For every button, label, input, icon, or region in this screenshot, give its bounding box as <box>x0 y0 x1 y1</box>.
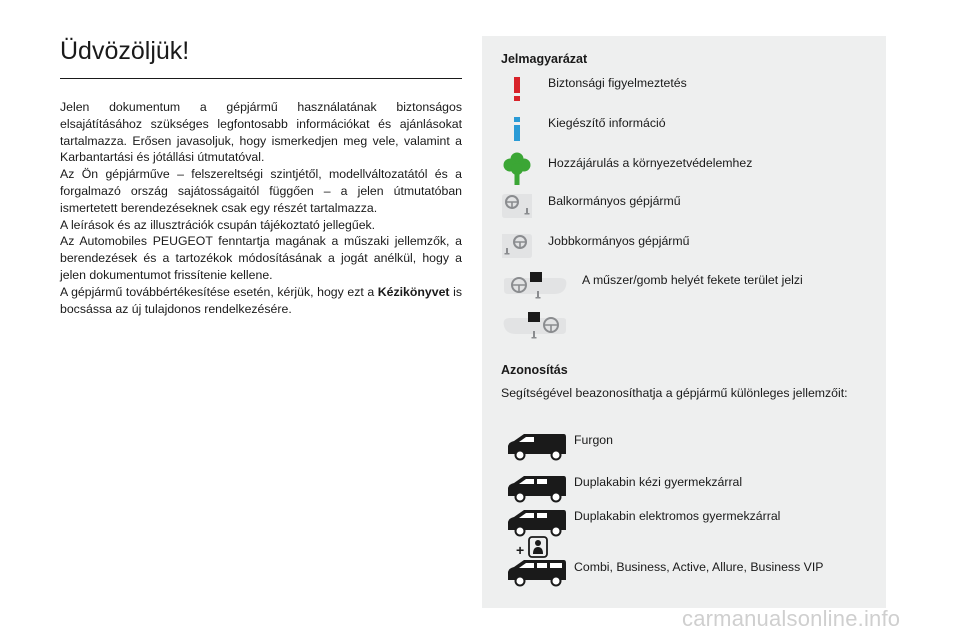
legend-item-warning <box>482 74 886 104</box>
vehicle-label: Duplakabin elektromos gyermekzárral <box>574 509 781 523</box>
vehicle-row-crew-manual <box>482 474 886 504</box>
illustration-note: A leírások és az illusztrációk csupán tájékoztató jellegűek. <box>60 217 376 232</box>
legend-title: Jelmagyarázat <box>501 52 588 66</box>
legend-item-lhd <box>482 192 886 222</box>
vehicle-label: Combi, Business, Active, Allure, Business VIP <box>574 560 824 574</box>
vehicle-row-combi <box>482 558 886 588</box>
watermark: carmanualsonline.info <box>682 606 901 631</box>
intro-paragraph: Jelen dokumentum a gépjármű használatának biztonságos elsajátításához szükséges legfontosabb információkat és ajánlásokat tartalmazza. Erősen javasoljuk, hogy ismerkedjen meg vele, valamint a Karbantartási és jótállási útmutatóval. <box>60 100 462 165</box>
van-icon <box>506 432 568 462</box>
exclamation-icon <box>510 76 524 102</box>
tree-icon <box>503 152 531 186</box>
info-icon <box>510 116 524 142</box>
child-lock-plus: + <box>516 542 525 558</box>
identification-title: Azonosítás <box>501 363 568 377</box>
vehicle-row-crew-electric <box>482 508 886 558</box>
manual-bold: Kézikönyvet <box>377 284 450 299</box>
legend-label: A műszer/gomb helyét fekete terület jelzi <box>582 273 803 287</box>
dashboard-marker-right-icon <box>502 310 568 342</box>
minibus-icon <box>506 558 568 588</box>
vehicle-label: Duplakabin kézi gyermekzárral <box>574 475 743 489</box>
legend-item-marker <box>482 270 886 340</box>
steering-left-icon <box>502 192 532 218</box>
resale-paragraph <box>60 284 462 318</box>
welcome-section <box>60 36 462 317</box>
page-title: Üdvözöljük! <box>60 37 190 65</box>
vehicle-row-van <box>482 432 886 462</box>
steering-right-icon <box>502 232 532 258</box>
child-lock-icon <box>528 536 548 558</box>
legend-label: Biztonsági figyelmeztetés <box>548 76 687 90</box>
crew-cab-icon <box>506 508 568 538</box>
legend-item-rhd <box>482 232 886 262</box>
legend-label: Hozzájárulás a környezetvédelemhez <box>548 156 753 170</box>
rights-paragraph: Az Automobiles PEUGEOT fenntartja magának a műszaki jellemzők, a berendezések és a tartozékok módosításának a jogát anélkül, hogy a jelen dokumentumot frissítenie kellene. <box>60 234 462 282</box>
vehicle-label: Furgon <box>574 433 613 447</box>
legend-panel <box>482 36 886 608</box>
title-divider <box>60 78 462 79</box>
legend-label: Kiegészítő információ <box>548 116 666 130</box>
equipment-paragraph: Az Ön gépjárműve – felszereltségi szintjétől, modellváltozatától és a forgalmazó ország sajátosságaitól függően – a jelen útmutatóban ismertetett berendezéseknek csak egy részét tartalmazza. <box>60 167 462 215</box>
resale-text-post: is bocsássa az új tulajdonos rendelkezésére. <box>60 284 462 316</box>
legend-label: Jobbkormányos gépjármű <box>548 234 690 248</box>
identification-intro: Segítségével beazonosíthatja a gépjármű különleges jellemzőit: <box>501 386 848 400</box>
resale-text-pre: A gépjármű továbbértékesítése esetén, kérjük, hogy ezt a <box>60 284 375 299</box>
crew-cab-icon <box>506 474 568 504</box>
legend-item-info <box>482 114 886 144</box>
dashboard-marker-icon <box>502 270 568 302</box>
legend-label: Balkormányos gépjármű <box>548 194 681 208</box>
legend-item-eco <box>482 152 886 182</box>
